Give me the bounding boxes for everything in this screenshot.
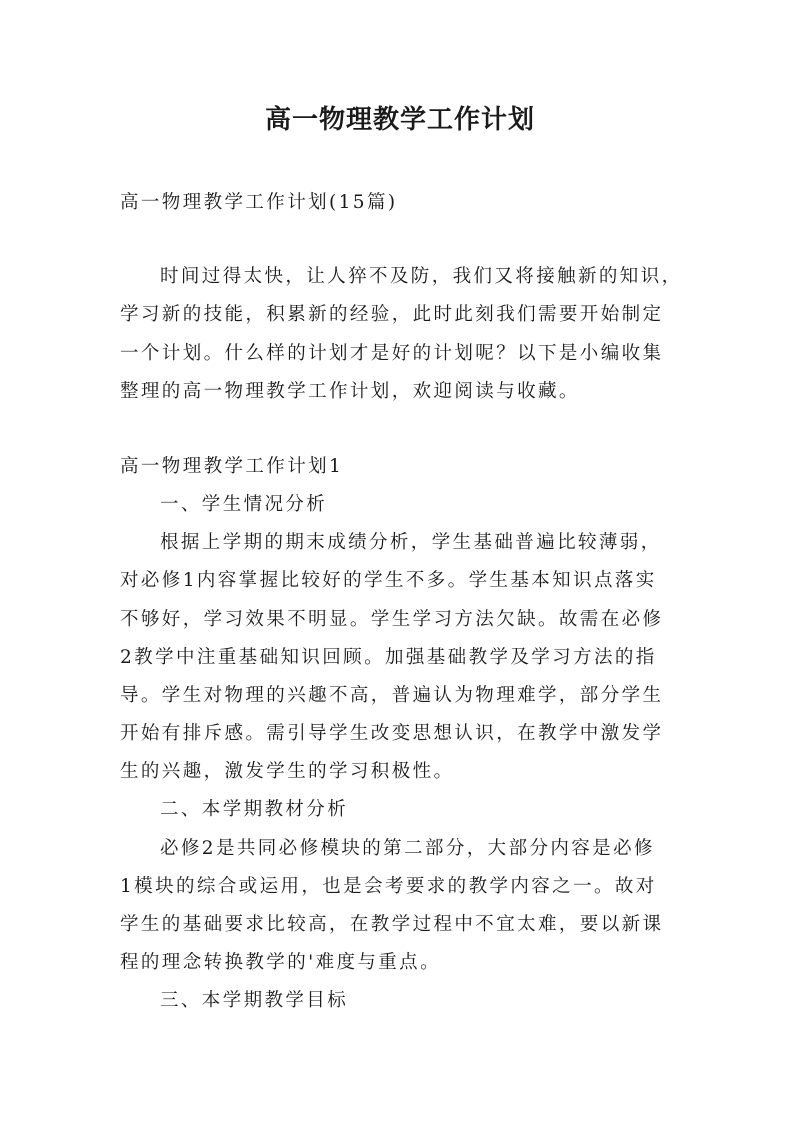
section3-heading: 三、本学期教学目标 bbox=[160, 990, 349, 1011]
section1-heading: 一、学生情况分析 bbox=[160, 494, 328, 515]
intro-line-3: 一个计划。什么样的计划才是好的计划呢？以下是小编收集 bbox=[120, 343, 664, 364]
section2-line-2: 1模块的综合或运用，也是会考要求的教学内容之一。故对 bbox=[120, 876, 657, 897]
document-subtitle: 高一物理教学工作计划(15篇) bbox=[120, 192, 398, 213]
section1-line-5: 导。学生对物理的兴趣不高，普遍认为物理难学，部分学生 bbox=[120, 685, 664, 706]
plan1-heading: 高一物理教学工作计划1 bbox=[120, 456, 344, 477]
intro-line-4: 整理的高一物理教学工作计划，欢迎阅读与收藏。 bbox=[120, 381, 580, 402]
section2-heading: 二、本学期教材分析 bbox=[160, 799, 349, 820]
document-title: 高一物理教学工作计划 bbox=[264, 105, 535, 135]
section1-line-7: 生的兴趣，激发学生的学习积极性。 bbox=[120, 761, 455, 782]
section2-line-4: 程的理念转换教学的'难度与重点。 bbox=[120, 952, 441, 973]
section1-line-1: 根据上学期的期末成绩分析，学生基础普遍比较薄弱， bbox=[160, 532, 662, 553]
intro-line-2: 学习新的技能，积累新的经验，此时此刻我们需要开始制定 bbox=[120, 304, 664, 325]
intro-line-1: 时间过得太快，让人猝不及防，我们又将接触新的知识， bbox=[160, 266, 683, 287]
section1-line-6: 开始有排斥感。需引导学生改变思想认识，在教学中激发学 bbox=[120, 723, 664, 744]
section1-line-3: 不够好，学习效果不明显。学生学习方法欠缺。故需在必修 bbox=[120, 609, 664, 630]
section2-line-3: 学生的基础要求比较高，在教学过程中不宜太难，要以新课 bbox=[120, 914, 664, 935]
section2-line-1: 必修2是共同必修模块的第二部分，大部分内容是必修 bbox=[160, 838, 655, 859]
section1-line-2: 对必修1内容掌握比较好的学生不多。学生基本知识点落实 bbox=[120, 570, 657, 591]
section1-line-4: 2教学中注重基础知识回顾。加强基础教学及学习方法的指 bbox=[120, 647, 657, 668]
